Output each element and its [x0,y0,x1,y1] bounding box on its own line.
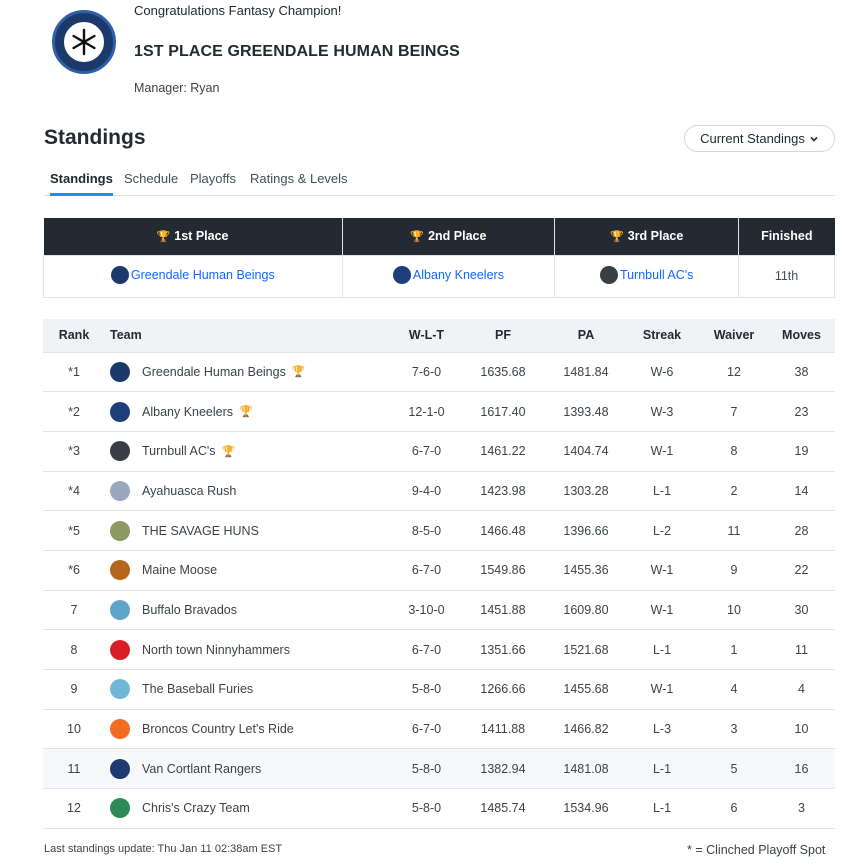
cell-pa: 1534.96 [548,789,624,829]
first-place-header: 🏆 1st Place [44,218,343,255]
table-row[interactable] [43,392,835,432]
silver-trophy-icon: 🏆 [239,406,253,419]
cell-streak: W-6 [624,352,700,392]
tab-playoffs[interactable]: Playoffs [190,171,237,186]
second-place-header: 🏆 2nd Place [342,218,555,255]
tab-ratings-levels[interactable]: Ratings & Levels [250,171,348,186]
table-row[interactable] [43,352,835,392]
cell-rank: 11 [43,749,105,789]
table-row[interactable] [43,471,835,511]
cell-streak: W-3 [624,392,700,432]
gold-trophy-icon: 🏆 [291,366,306,379]
team-logo-icon [110,640,130,660]
team-logo-icon [110,402,130,422]
cell-wlt: 6-7-0 [395,431,458,471]
silver-trophy-icon: 🏆 [410,231,425,244]
cell-streak: L-2 [624,511,700,551]
team-logo-icon [110,560,130,580]
cell-pf: 1549.86 [458,550,548,590]
team-logo-icon [110,481,130,501]
cell-moves: 30 [768,590,835,630]
cell-pf: 1617.40 [458,392,548,432]
team-name-link[interactable]: Maine Moose [142,563,218,578]
cell-wlt: 12-1-0 [395,392,458,432]
standings-tabs [44,166,835,196]
cell-rank: 8 [43,630,105,670]
team-name-link[interactable]: Van Cortlant Rangers [142,761,262,776]
cell-rank: 10 [43,709,105,749]
cell-pf: 1382.94 [458,749,548,789]
cell-moves: 3 [768,789,835,829]
champion-team-logo [52,10,116,74]
cell-waiver: 1 [700,630,768,670]
cell-pa: 1609.80 [548,590,624,630]
cell-pf: 1461.22 [458,431,548,471]
bronze-trophy-icon: 🏆 [221,445,236,458]
bronze-trophy-icon: 🏆 [610,231,624,244]
col-pf[interactable]: PF [458,319,548,352]
champion-congrats-text: Congratulations Fantasy Champion! [134,3,342,18]
team-cell[interactable] [105,352,395,392]
tab-standings[interactable]: Standings [50,171,113,196]
team-cell[interactable] [105,431,395,471]
team-name-link[interactable]: Albany Kneelers [142,404,234,419]
cell-wlt: 5-8-0 [395,789,458,829]
table-row[interactable] [43,749,835,789]
cell-moves: 16 [768,749,835,789]
cell-pa: 1466.82 [548,709,624,749]
last-update-text: Last standings update: Thu Jan 11 02:38am EST [44,843,283,855]
cell-wlt: 7-6-0 [395,352,458,392]
team-cell[interactable] [105,511,395,551]
podium-table [43,218,835,298]
team-name-link[interactable]: Buffalo Bravados [142,602,237,617]
cell-pa: 1481.84 [548,352,624,392]
team-logo-icon [110,362,130,382]
team-name-link[interactable]: The Baseball Furies [142,682,254,697]
clinched-legend: * = Clinched Playoff Spot [687,843,826,857]
second-place-team[interactable]: Albany Kneelers [342,255,555,297]
tab-schedule[interactable]: Schedule [124,171,179,186]
cell-pf: 1266.66 [458,670,548,710]
cell-streak: L-1 [624,471,700,511]
cell-pa: 1455.68 [548,670,624,710]
cell-wlt: 3-10-0 [395,590,458,630]
first-place-team[interactable]: Greendale Human Beings [44,255,343,297]
cell-streak: L-3 [624,709,700,749]
col-wlt[interactable]: W-L-T [395,319,458,352]
standings-view-label: Current Standings [700,131,805,146]
cell-streak: W-1 [624,431,700,471]
cell-waiver: 2 [700,471,768,511]
cell-streak: L-1 [624,789,700,829]
table-row[interactable] [43,670,835,710]
team-name-link[interactable]: Broncos Country Let's Ride [142,722,294,737]
cell-waiver: 9 [700,550,768,590]
cell-wlt: 6-7-0 [395,550,458,590]
team-name-link[interactable]: Chris's Crazy Team [142,801,250,816]
table-row[interactable] [43,431,835,471]
cell-moves: 38 [768,352,835,392]
cell-pf: 1635.68 [458,352,548,392]
team-logo-icon [111,266,129,284]
cell-pa: 1404.74 [548,431,624,471]
table-row[interactable] [43,630,835,670]
cell-waiver: 5 [700,749,768,789]
cell-streak: L-1 [624,630,700,670]
team-logo-icon [110,759,130,779]
col-pa[interactable]: PA [548,319,624,352]
cell-waiver: 11 [700,511,768,551]
team-logo-icon [110,798,130,818]
chevron-down-icon [809,134,819,144]
cell-rank: *1 [43,352,105,392]
cell-wlt: 6-7-0 [395,630,458,670]
team-cell[interactable] [105,590,395,630]
cell-waiver: 6 [700,789,768,829]
cell-rank: 9 [43,670,105,710]
third-place-team[interactable]: Turnbull AC's [555,255,739,297]
table-row[interactable] [43,789,835,829]
cell-pa: 1393.48 [548,392,624,432]
cell-pa: 1455.36 [548,550,624,590]
col-rank[interactable]: Rank [43,319,105,352]
cell-waiver: 10 [700,590,768,630]
cell-wlt: 9-4-0 [395,471,458,511]
col-team[interactable]: Team [105,319,395,352]
team-cell[interactable] [105,789,395,829]
table-row[interactable] [43,511,835,551]
team-logo-icon [110,679,130,699]
team-logo-icon [110,719,130,739]
cell-rank: 7 [43,590,105,630]
cell-streak: W-1 [624,670,700,710]
table-row[interactable] [43,550,835,590]
cell-moves: 14 [768,471,835,511]
cell-pf: 1466.48 [458,511,548,551]
cell-pf: 1351.66 [458,630,548,670]
cell-rank: *2 [43,392,105,432]
cell-moves: 28 [768,511,835,551]
standings-view-dropdown[interactable] [684,125,835,152]
team-logo-icon [110,600,130,620]
col-waiver[interactable]: Waiver [700,319,768,352]
team-logo-icon [600,266,618,284]
cell-moves: 11 [768,630,835,670]
team-cell[interactable] [105,392,395,432]
standings-body [43,352,835,828]
team-logo-icon [393,266,411,284]
team-logo-icon [110,521,130,541]
cell-moves: 23 [768,392,835,432]
cell-wlt: 5-8-0 [395,749,458,789]
cell-streak: L-1 [624,749,700,789]
team-cell[interactable] [105,550,395,590]
page-title: Standings [44,126,146,149]
team-logo-icon [110,441,130,461]
team-name-link[interactable]: Ayahuasca Rush [142,483,237,498]
finished-header: Finished [739,218,835,255]
table-row[interactable] [43,709,835,749]
cell-moves: 22 [768,550,835,590]
standings-table [43,319,835,829]
cell-rank: *6 [43,550,105,590]
cell-pf: 1423.98 [458,471,548,511]
cell-streak: W-1 [624,550,700,590]
team-cell[interactable] [105,749,395,789]
team-cell[interactable] [105,670,395,710]
cell-rank: *3 [43,431,105,471]
cell-wlt: 6-7-0 [395,709,458,749]
cell-rank: *5 [43,511,105,551]
team-cell[interactable] [105,630,395,670]
cell-rank: 12 [43,789,105,829]
table-row[interactable] [43,590,835,630]
champion-title: 1ST PLACE GREENDALE HUMAN BEINGS [134,43,460,60]
team-name-link[interactable]: Greendale Human Beings [142,364,286,379]
col-streak[interactable]: Streak [624,319,700,352]
cell-waiver: 3 [700,709,768,749]
cell-moves: 19 [768,431,835,471]
cell-pa: 1521.68 [548,630,624,670]
cell-waiver: 7 [700,392,768,432]
cell-waiver: 12 [700,352,768,392]
team-cell[interactable] [105,471,395,511]
cell-wlt: 8-5-0 [395,511,458,551]
team-cell[interactable] [105,709,395,749]
team-name-link[interactable]: North town Ninnyhammers [142,642,290,657]
cell-wlt: 5-8-0 [395,670,458,710]
cell-pa: 1481.08 [548,749,624,789]
team-name-link[interactable]: Turnbull AC's [142,444,216,459]
cell-rank: *4 [43,471,105,511]
cell-waiver: 8 [700,431,768,471]
cell-pf: 1411.88 [458,709,548,749]
third-place-header: 🏆 3rd Place [555,218,739,255]
cell-moves: 4 [768,670,835,710]
cell-streak: W-1 [624,590,700,630]
col-moves[interactable]: Moves [768,319,835,352]
cell-pa: 1396.66 [548,511,624,551]
gold-trophy-icon: 🏆 [156,231,171,244]
finished-position: 11th [739,255,835,297]
cell-pf: 1485.74 [458,789,548,829]
champion-manager: Manager: Ryan [134,81,220,95]
cell-waiver: 4 [700,670,768,710]
cell-pa: 1303.28 [548,471,624,511]
cell-pf: 1451.88 [458,590,548,630]
team-name-link[interactable]: THE SAVAGE HUNS [142,523,259,538]
cell-moves: 10 [768,709,835,749]
